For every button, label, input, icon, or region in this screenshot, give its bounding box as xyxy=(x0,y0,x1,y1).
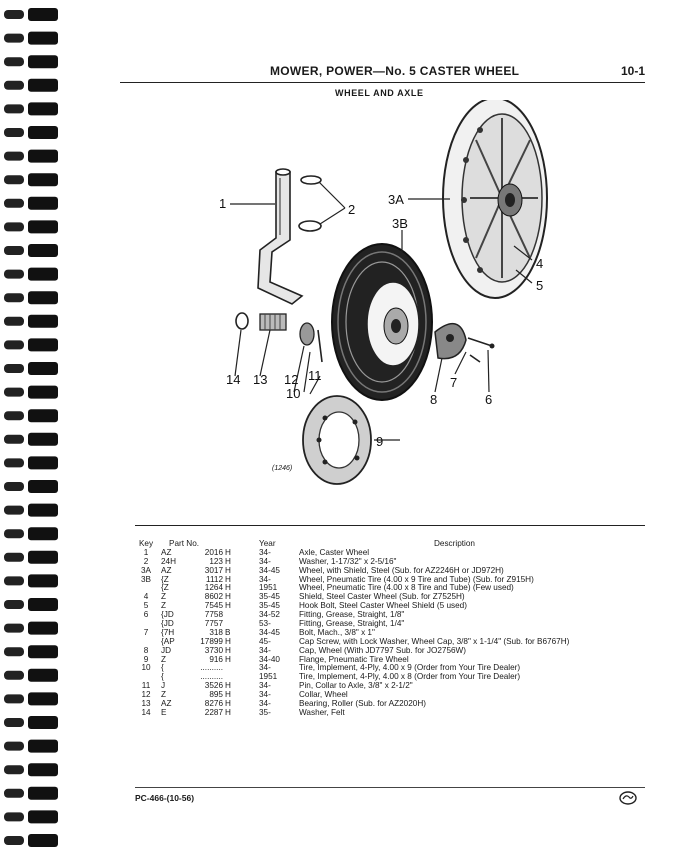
row-year: 1951 xyxy=(259,583,278,593)
footer-code: PC-466-(10-56) xyxy=(135,793,195,803)
binding-ring xyxy=(28,32,58,45)
row-part-prefix: 24H xyxy=(161,556,177,566)
row-part-suffix: H xyxy=(225,654,231,664)
callout-2: 2 xyxy=(348,202,356,217)
binding-coil xyxy=(4,812,24,821)
row-year: 1951 xyxy=(259,672,278,682)
binding-ring xyxy=(28,669,58,682)
binding-coil xyxy=(4,175,24,184)
row-description: Collar, Wheel xyxy=(299,690,348,700)
binding-coil xyxy=(4,34,24,43)
binding-ring xyxy=(28,574,58,587)
callout-10: 10 xyxy=(286,386,301,401)
table-top-rule xyxy=(135,525,645,526)
callout-9: 9 xyxy=(376,434,384,449)
row-part-prefix: {JD xyxy=(161,619,174,629)
row-description: Wheel, with Shield, Steel (Sub. for AZ2246H or JD972H) xyxy=(299,565,504,575)
row-part-prefix: E xyxy=(161,707,167,717)
row-part-number: 1112 xyxy=(206,574,223,584)
binding-coil xyxy=(4,624,24,633)
header-description: Description xyxy=(434,539,475,548)
binding-ring xyxy=(28,409,58,422)
row-key: 6 xyxy=(143,610,149,620)
row-part-number: 3730 xyxy=(204,645,223,655)
binding-coil xyxy=(4,10,24,19)
binding-coil xyxy=(4,388,24,397)
binding-coil xyxy=(4,576,24,585)
binding-coil xyxy=(4,506,24,515)
row-part-suffix: H xyxy=(225,592,231,602)
row-part-number: .......... xyxy=(200,663,223,673)
row-description: Shield, Steel Caster Wheel (Sub. for Z7525H) xyxy=(299,592,465,602)
binding-coil xyxy=(4,128,24,137)
binding-coil xyxy=(4,104,24,113)
binding-ring xyxy=(28,102,58,115)
binding-coil xyxy=(4,482,24,491)
row-part-number: 2016 xyxy=(204,547,223,557)
row-part-suffix: B xyxy=(225,627,231,637)
row-part-prefix: AZ xyxy=(161,565,172,575)
callout-13: 13 xyxy=(253,372,268,387)
row-year: 45- xyxy=(259,636,271,646)
row-description: Cap Screw, with Lock Washer, Wheel Cap, 3/8" x 1-1/4" (Sub. for B6767H) xyxy=(299,636,570,646)
row-year: 34-52 xyxy=(259,610,280,620)
callout-1: 1 xyxy=(219,196,227,211)
row-key: 9 xyxy=(143,654,149,664)
tire-flange-drawing xyxy=(303,396,371,484)
binding-coil xyxy=(4,836,24,845)
callout-5: 5 xyxy=(536,278,544,293)
row-part-prefix: Z xyxy=(161,592,167,602)
binding-ring xyxy=(28,504,58,517)
page-number: 10-1 xyxy=(620,64,645,78)
row-key: 11 xyxy=(141,681,151,691)
row-description: Hook Bolt, Steel Caster Wheel Shield (5 used) xyxy=(299,601,467,611)
binding-coil xyxy=(4,293,24,302)
row-key: 4 xyxy=(143,592,149,602)
row-description: Fitting, Grease, Straight, 1/8" xyxy=(299,610,405,620)
row-part-suffix: H xyxy=(225,690,231,700)
row-part-prefix: J xyxy=(161,681,166,691)
row-part-number: 17899 xyxy=(200,636,223,646)
callout-14: 14 xyxy=(226,372,241,387)
row-part-prefix: AZ xyxy=(161,699,172,709)
row-key: 14 xyxy=(141,707,151,717)
row-description: Bearing, Roller (Sub. for AZ2020H) xyxy=(299,699,426,709)
row-part-suffix: H xyxy=(225,583,231,593)
row-part-prefix: {Z xyxy=(161,583,169,593)
pneumatic-tire-drawing xyxy=(332,244,432,400)
row-description: Pin, Collar to Axle, 3/8" x 2-1/2" xyxy=(299,681,413,691)
row-description: Washer, 1-17/32" x 2-5/16" xyxy=(299,556,397,566)
row-part-prefix: {7H xyxy=(161,627,175,637)
parts-table xyxy=(135,540,645,718)
row-part-number: 8276 xyxy=(204,699,223,709)
page-title: MOWER, POWER—No. 5 CASTER WHEEL xyxy=(270,64,520,78)
row-year: 34- xyxy=(259,663,271,673)
row-description: Wheel, Pneumatic Tire (4.00 x 8 Tire and Tube) (Few used) xyxy=(299,583,514,593)
header-part-no: Part No. xyxy=(169,539,200,548)
binding-coil xyxy=(4,81,24,90)
row-part-suffix: H xyxy=(225,707,231,717)
callout-12: 12 xyxy=(284,372,299,387)
header-rule xyxy=(120,82,645,83)
row-part-number: 3526 xyxy=(204,681,223,691)
binding-coil xyxy=(4,529,24,538)
row-part-number: 7758 xyxy=(204,610,223,620)
spiral-binding xyxy=(0,0,62,855)
washers-drawing xyxy=(299,176,321,231)
row-description: Wheel, Pneumatic Tire (4.00 x 9 Tire and Tube) (Sub. for Z915H) xyxy=(299,574,534,584)
row-part-prefix: AZ xyxy=(161,547,172,557)
exploded-parts-illustration xyxy=(120,100,645,520)
page-header xyxy=(120,64,645,84)
row-key: 3B xyxy=(140,574,151,584)
binding-coil xyxy=(4,57,24,66)
row-part-number: 7545 xyxy=(204,601,223,611)
binding-ring xyxy=(28,433,58,446)
row-part-prefix: {Z xyxy=(161,574,169,584)
row-part-number: 318 xyxy=(209,627,223,637)
table-body xyxy=(135,549,645,718)
binding-ring xyxy=(28,834,58,847)
steel-wheel-drawing xyxy=(443,100,547,298)
row-year: 34-45 xyxy=(259,627,280,637)
row-year: 34- xyxy=(259,547,271,557)
binding-ring xyxy=(28,150,58,163)
binding-ring xyxy=(28,291,58,304)
callout-6: 6 xyxy=(485,392,493,407)
row-part-suffix: H xyxy=(225,681,231,691)
row-part-number: 2287 xyxy=(204,707,223,717)
row-key: 3A xyxy=(140,565,151,575)
row-part-number: 1264 xyxy=(204,583,223,593)
row-part-number: 123 xyxy=(209,556,223,566)
binding-coil xyxy=(4,718,24,727)
row-year: 35-45 xyxy=(259,601,280,611)
row-part-number: 916 xyxy=(209,654,223,664)
binding-ring xyxy=(28,598,58,611)
binding-coil xyxy=(4,435,24,444)
binding-coil xyxy=(4,364,24,373)
binding-ring xyxy=(28,551,58,564)
binding-ring xyxy=(28,740,58,753)
row-part-number: 3017 xyxy=(204,565,223,575)
binding-ring xyxy=(28,787,58,800)
binding-ring xyxy=(28,79,58,92)
row-part-prefix: Z xyxy=(161,690,167,700)
binding-ring xyxy=(28,126,58,139)
row-key: 13 xyxy=(141,699,151,709)
binding-coil xyxy=(4,270,24,279)
binding-ring xyxy=(28,55,58,68)
publisher-logo-icon xyxy=(619,791,637,805)
row-year: 34-45 xyxy=(259,565,280,575)
binding-ring xyxy=(28,220,58,233)
row-year: 34- xyxy=(259,699,271,709)
row-key: 7 xyxy=(143,627,149,637)
binding-ring xyxy=(28,692,58,705)
binding-ring xyxy=(28,362,58,375)
binding-coil xyxy=(4,152,24,161)
row-part-number: 895 xyxy=(209,690,223,700)
binding-ring xyxy=(28,527,58,540)
binding-coil xyxy=(4,671,24,680)
binding-ring xyxy=(28,622,58,635)
wheel-cap-drawing xyxy=(435,324,495,362)
binding-ring xyxy=(28,716,58,729)
binding-coil xyxy=(4,553,24,562)
row-part-suffix: H xyxy=(225,565,231,575)
callout-11: 11 xyxy=(308,368,322,383)
binding-coil xyxy=(4,458,24,467)
row-year: 34- xyxy=(259,556,271,566)
figure-id: (1246) xyxy=(272,465,293,472)
binding-coil xyxy=(4,694,24,703)
row-description: Bolt, Mach., 3/8" x 1" xyxy=(299,627,375,637)
row-description: Tire, Implement, 4-Ply, 4.00 x 8 (Order from Your Tire Dealer) xyxy=(299,672,521,682)
row-part-prefix: Z xyxy=(161,654,167,664)
row-key: 8 xyxy=(143,645,149,655)
row-year: 34- xyxy=(259,681,271,691)
binding-coil xyxy=(4,647,24,656)
binding-ring xyxy=(28,197,58,210)
row-part-prefix: JD xyxy=(161,645,172,655)
row-part-suffix: H xyxy=(225,547,231,557)
row-part-number: 8602 xyxy=(204,592,223,602)
row-year: 35-45 xyxy=(259,592,280,602)
binding-coil xyxy=(4,789,24,798)
row-key: 1 xyxy=(143,547,149,557)
binding-coil xyxy=(4,340,24,349)
row-part-suffix: H xyxy=(225,636,231,646)
binding-ring xyxy=(28,338,58,351)
header-key: Key xyxy=(138,539,154,548)
row-year: 34- xyxy=(259,690,271,700)
row-key: 5 xyxy=(143,601,149,611)
binding-ring xyxy=(28,244,58,257)
section-heading: WHEEL AND AXLE xyxy=(335,88,424,98)
row-part-suffix: H xyxy=(225,574,231,584)
binding-coil xyxy=(4,317,24,326)
row-description: Tire, Implement, 4-Ply, 4.00 x 9 (Order from Your Tire Dealer) xyxy=(299,663,521,673)
row-description: Flange, Pneumatic Tire Wheel xyxy=(299,654,409,664)
binding-ring xyxy=(28,315,58,328)
row-part-suffix: H xyxy=(225,699,231,709)
binding-coil xyxy=(4,411,24,420)
row-description: Axle, Caster Wheel xyxy=(299,547,370,557)
callout-8: 8 xyxy=(430,392,438,407)
row-year: 53- xyxy=(259,619,271,629)
row-year: 34- xyxy=(259,645,271,655)
axle-drawing xyxy=(258,169,302,304)
row-part-prefix: { xyxy=(161,672,164,682)
row-part-suffix: H xyxy=(225,645,231,655)
binding-ring xyxy=(28,763,58,776)
binding-ring xyxy=(28,268,58,281)
callout-3b: 3B xyxy=(392,216,408,231)
binding-ring xyxy=(28,645,58,658)
binding-coil xyxy=(4,199,24,208)
binding-ring xyxy=(28,386,58,399)
row-part-prefix: { xyxy=(161,663,164,673)
callout-7: 7 xyxy=(450,375,458,390)
row-part-number: 7757 xyxy=(204,619,223,629)
binding-ring xyxy=(28,480,58,493)
binding-ring xyxy=(28,8,58,21)
footer-rule xyxy=(135,787,645,788)
row-description: Fitting, Grease, Straight, 1/4" xyxy=(299,619,405,629)
row-part-suffix: H xyxy=(225,556,231,566)
binding-ring xyxy=(28,173,58,186)
binding-coil xyxy=(4,742,24,751)
row-part-prefix: Z xyxy=(161,601,167,611)
row-description: Cap, Wheel (With JD7797 Sub. for JO2756W) xyxy=(299,645,467,655)
binding-ring xyxy=(28,456,58,469)
binding-coil xyxy=(4,246,24,255)
row-key: 2 xyxy=(143,556,149,566)
binding-coil xyxy=(4,765,24,774)
row-part-prefix: {JD xyxy=(161,610,174,620)
binding-coil xyxy=(4,222,24,231)
row-key: 12 xyxy=(141,690,151,700)
header-year: Year xyxy=(259,539,276,548)
row-key: 10 xyxy=(141,663,151,673)
binding-ring xyxy=(28,810,58,823)
row-description: Washer, Felt xyxy=(299,707,345,717)
callout-4: 4 xyxy=(536,256,544,271)
table-row xyxy=(135,709,645,718)
callout-3a: 3A xyxy=(388,192,404,207)
row-part-suffix: H xyxy=(225,601,231,611)
row-part-prefix: {AP xyxy=(161,636,175,646)
row-year: 34- xyxy=(259,574,271,584)
row-part-number: .......... xyxy=(200,672,223,682)
row-year: 35- xyxy=(259,707,271,717)
row-year: 34-40 xyxy=(259,654,280,664)
binding-coil xyxy=(4,600,24,609)
